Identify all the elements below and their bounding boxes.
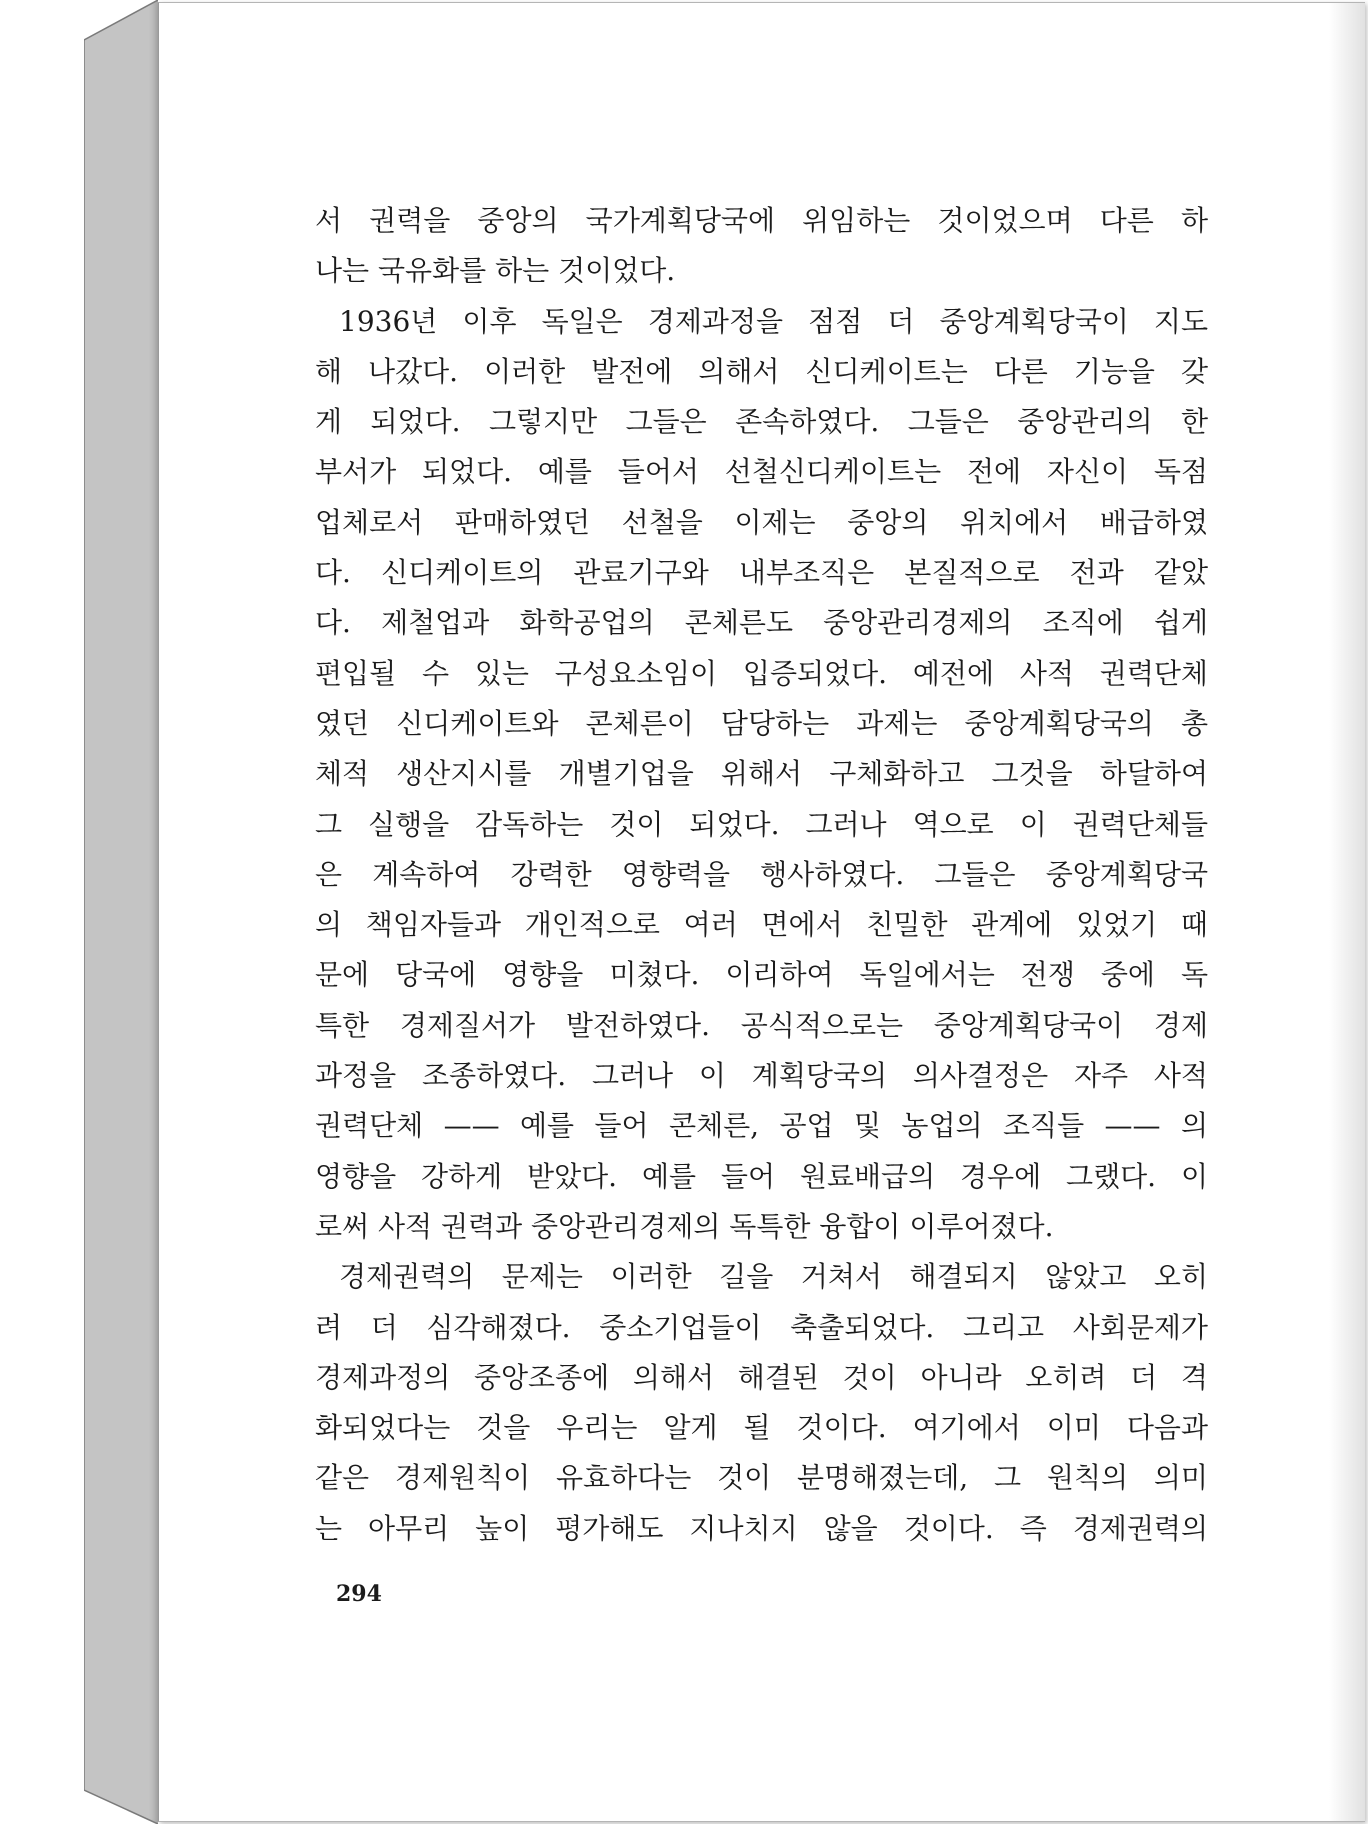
page-edge-shadow	[1329, 3, 1365, 1821]
text-line: 부서가 되었다. 예를 들어서 선철신디케이트는 전에 자신이 독점	[315, 455, 1208, 489]
text-line: 나는 국유화를 하는 것이었다.	[315, 254, 676, 288]
text-line: 였던 신디케이트와 콘체른이 담당하는 과제는 중앙계획당국의 총	[315, 706, 1208, 740]
page-number: 294	[336, 1581, 382, 1607]
text-line: 권력단체 —— 예를 들어 콘체른, 공업 및 농업의 조직들 —— 의	[315, 1109, 1208, 1143]
text-line: 과정을 조종하였다. 그러나 이 계획당국의 의사결정은 자주 사적	[315, 1059, 1208, 1093]
text-line: 해 나갔다. 이러한 발전에 의해서 신디케이트는 다른 기능을 갖	[315, 354, 1208, 388]
text-line: 은 계속하여 강력한 영향력을 행사하였다. 그들은 중앙계획당국	[315, 857, 1208, 891]
text-line: 다. 제철업과 화학공업의 콘체른도 중앙관리경제의 조직에 쉽게	[315, 606, 1208, 640]
text-line: 려 더 심각해졌다. 중소기업들이 축출되었다. 그리고 사회문제가	[315, 1310, 1208, 1344]
body-text	[315, 196, 1208, 1554]
text-line: 체적 생산지시를 개별기업을 위해서 구체화하고 그것을 하달하여	[315, 757, 1208, 791]
text-line: 경제과정의 중앙조종에 의해서 해결된 것이 아니라 오히려 더 격	[315, 1360, 1208, 1394]
book-page	[158, 2, 1365, 1822]
text-line: 로써 사적 권력과 중앙관리경제의 독특한 융합이 이루어졌다.	[315, 1209, 1054, 1243]
text-line: 게 되었다. 그렇지만 그들은 존속하였다. 그들은 중앙관리의 한	[315, 405, 1208, 439]
text-line: 경제권력의 문제는 이러한 길을 거쳐서 해결되지 않았고 오히	[339, 1260, 1208, 1294]
text-line: 문에 당국에 영향을 미쳤다. 이리하여 독일에서는 전쟁 중에 독	[315, 958, 1208, 992]
text-line: 는 아무리 높이 평가해도 지나치지 않을 것이다. 즉 경제권력의	[315, 1511, 1208, 1545]
text-line: 화되었다는 것을 우리는 알게 될 것이다. 여기에서 이미 다음과	[315, 1411, 1208, 1445]
text-line: 서 권력을 중앙의 국가계획당국에 위임하는 것이었으며 다른 하	[315, 204, 1208, 237]
text-line: 특한 경제질서가 발전하였다. 공식적으로는 중앙계획당국이 경제	[315, 1008, 1208, 1042]
text-line: 1936년 이후 독일은 경제과정을 점점 더 중앙계획당국이 지도	[339, 304, 1208, 338]
text-line: 다. 신디케이트의 관료기구와 내부조직은 본질적으로 전과 같았	[315, 556, 1208, 590]
text-line: 편입될 수 있는 구성요소임이 입증되었다. 예전에 사적 권력단체	[315, 656, 1208, 690]
text-line: 영향을 강하게 받았다. 예를 들어 원료배급의 경우에 그랬다. 이	[315, 1159, 1208, 1193]
text-line: 같은 경제원칙이 유효하다는 것이 분명해졌는데, 그 원칙의 의미	[315, 1461, 1208, 1495]
text-line: 그 실행을 감독하는 것이 되었다. 그러나 역으로 이 권력단체들	[315, 807, 1208, 841]
text-line: 의 책임자들과 개인적으로 여러 면에서 친밀한 관계에 있었기 때	[315, 908, 1208, 942]
book-spine	[84, 0, 158, 1824]
text-line: 업체로서 판매하였던 선철을 이제는 중앙의 위치에서 배급하였	[315, 505, 1208, 539]
